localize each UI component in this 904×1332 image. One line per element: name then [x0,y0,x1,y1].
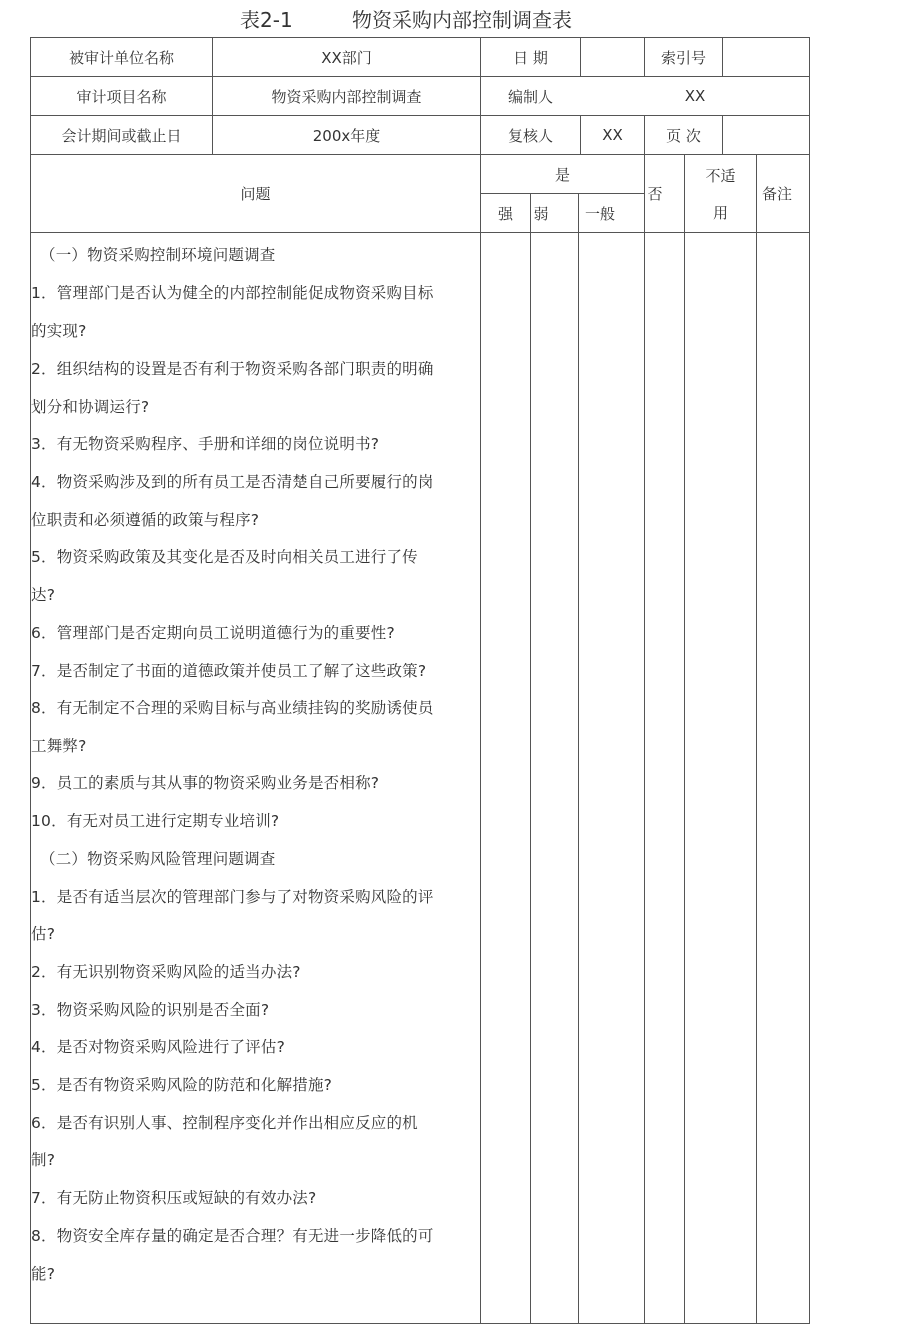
date-label: 日 期 [513,48,548,67]
question-line: 8．物资安全库存量的确定是否合理？有无进一步降低的可 [31,1227,434,1245]
question-line: 2．组织结构的设置是否有利于物资采购各部门职责的明确 [31,360,434,378]
period-label: 会计期间或截止日 [61,126,182,145]
section-heading: （一）物资采购控制环境问题调查 [40,246,276,264]
col-remarks: 备注 [761,185,792,203]
question-line: 8．有无制定不合理的采购目标与高业绩挂钩的奖励诱使员 [31,699,434,717]
index-value [723,38,809,76]
date-value [581,38,644,76]
index-label: 索引号 [660,48,706,67]
question-line: 7．是否制定了书面的道德政策并使员工了解了这些政策? [31,662,427,680]
question-line: 2．有无识别物资采购风险的适当办法? [31,963,301,981]
question-line: 6．管理部门是否定期向员工说明道德行为的重要性? [31,624,395,642]
rule-right [809,37,810,1324]
question-line: 划分和协调运行? [31,398,150,416]
rule-v-normal [644,154,645,1324]
unit-value: XX部门 [321,48,372,67]
reviewer-value: XX [602,126,623,144]
question-line: 3．物资采购风险的识别是否全面? [31,1001,270,1019]
col-normal: 一般 [584,204,615,223]
question-line: 1．是否有适当层次的管理部门参与了对物资采购风险的评 [31,888,434,906]
section-heading: （二）物资采购风险管理问题调查 [40,850,276,868]
col-na-line2: 用 [712,203,728,222]
question-line: 的实现? [31,322,87,340]
unit-label: 被审计单位名称 [68,48,174,67]
table-name: 物资采购内部控制调查表 [352,8,572,32]
question-line: 7．有无防止物资积压或短缺的有效办法? [31,1189,317,1207]
rule-v-no [684,154,685,1324]
question-line: 10．有无对员工进行定期专业培训? [31,812,280,830]
question-line: 能? [31,1265,56,1283]
table-number: 表2-1 [240,8,293,32]
period-value: 200x年度 [312,126,381,145]
preparer-value: XX [684,87,706,105]
question-line: 位职责和必须遵循的政策与程序? [31,511,260,529]
question-line: 5．物资采购政策及其变化是否及时向相关员工进行了传 [31,548,418,566]
rule-v-strong [530,193,531,1324]
preparer-label: 编制人 [507,87,553,106]
question-line: 5．是否有物资采购风险的防范和化解措施? [31,1076,333,1094]
question-line: 工舞弊? [31,737,87,755]
col-question: 问题 [240,185,271,203]
rule-header-bottom [30,232,810,233]
question-line: 制? [31,1151,56,1169]
col-na-line1: 不适 [705,166,736,185]
col-weak: 弱 [533,204,549,223]
page-label: 页 次 [666,126,701,145]
question-line: 6．是否有识别人事、控制程序变化并作出相应反应的机 [31,1114,418,1132]
rule-bottom [30,1323,810,1324]
rule-v-weak [578,193,579,1324]
question-line: 达? [31,586,56,604]
page-value [723,116,809,154]
question-line: 4．物资采购涉及到的所有员工是否清楚自己所要履行的岗 [31,473,434,491]
rule-v-na [756,154,757,1324]
col-no: 否 [647,185,663,203]
question-line: 估? [31,925,56,943]
col-yes: 是 [554,165,570,184]
question-line: 3．有无物资采购程序、手册和详细的岗位说明书? [31,435,380,453]
question-line: 9．员工的素质与其从事的物资采购业务是否相称? [31,774,380,792]
reviewer-label: 复核人 [507,126,553,145]
project-label: 审计项目名称 [76,87,167,106]
question-line: 4．是否对物资采购风险进行了评估? [31,1038,285,1056]
col-strong: 强 [497,204,513,223]
question-line: 1．管理部门是否认为健全的内部控制能促成物资采购目标 [31,284,434,302]
project-value: 物资采购内部控制调查 [271,87,422,106]
